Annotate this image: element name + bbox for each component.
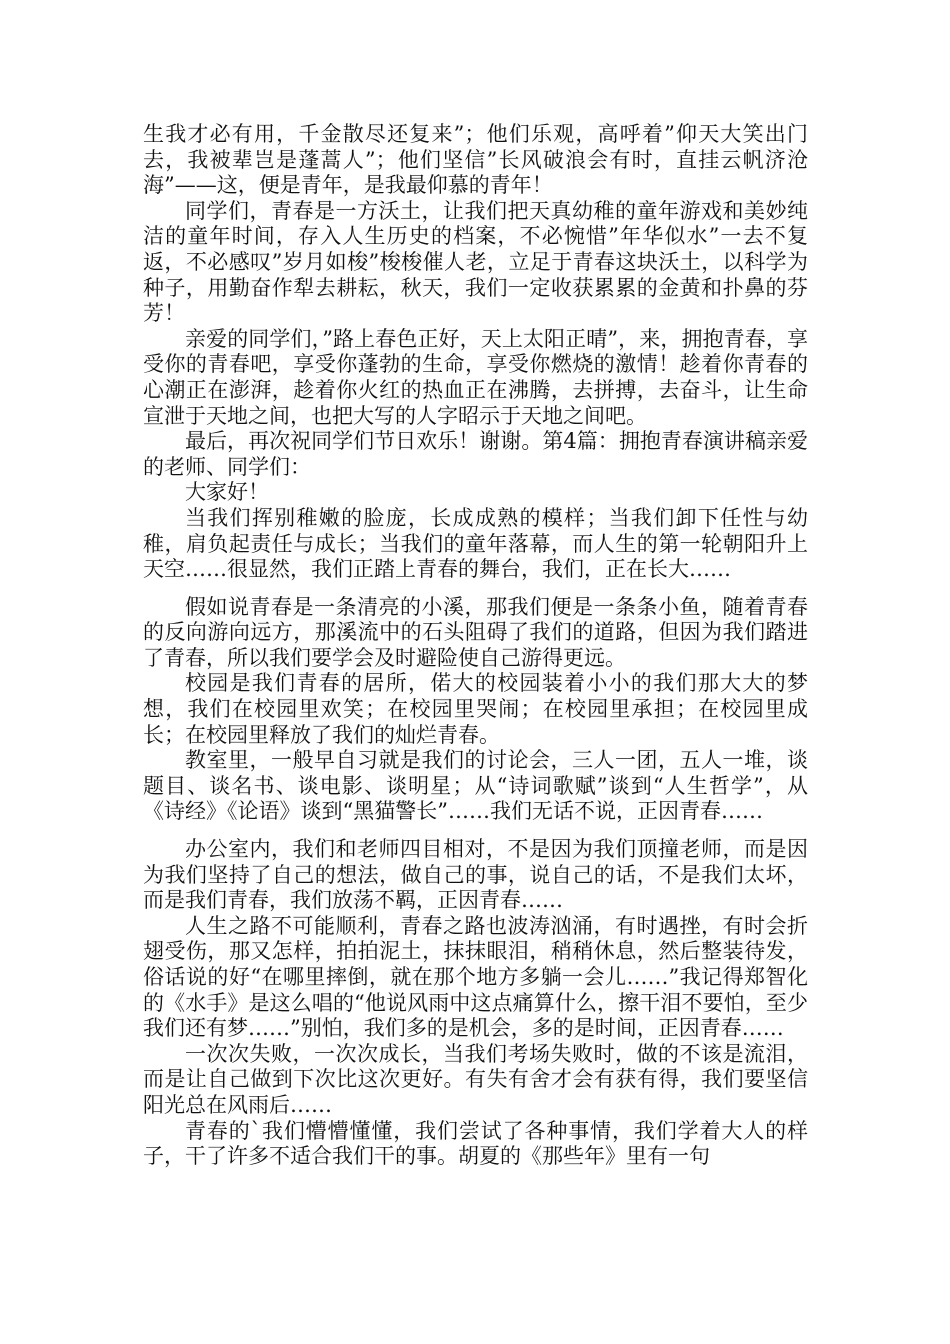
document-body [143,122,808,1170]
paragraph: 大家好！ [185,480,269,505]
paragraph: 青春的`我们懵懵懂懂，我们尝试了各种事情，我们学着大人的样子，干了许多不适合我们干的事。胡夏的《那些年》里有一句 [143,1118,808,1169]
paragraph: 一次次失败，一次次成长，当我们考场失败时，做的不该是流泪，而是让自己做到下次比这次更好。有失有舍才会有获有得，我们要坚信阳光总在风雨后…… [143,1041,808,1117]
paragraph: 校园是我们青春的居所，偌大的校园装着小小的我们那大大的梦想，我们在校园里欢笑；在校园里哭闹；在校园里承担；在校园里成长；在校园里释放了我们的灿烂青春。 [143,671,808,747]
paragraph: 假如说青春是一条清亮的小溪，那我们便是一条条小鱼，随着青春的反向游向远方，那溪流中的石头阻碍了我们的道路，但因为我们踏进了青春，所以我们要学会及时避险使自己游得更远。 [143,594,808,670]
paragraph: 亲爱的同学们，”路上春色正好，天上太阳正晴”，来，拥抱青春，享受你的青春吧，享受你蓬勃的生命，享受你燃烧的激情！趁着你青春的心潮正在澎湃，趁着你火红的热血正在沸腾，去拼搏，去奋斗，让生命宣泄于天地之间，也把大写的人字昭示于天地之间吧。 [143,326,808,428]
paragraph: 生我才必有用，千金散尽还复来”；他们乐观，高呼着”仰天大笑出门去，我被辈岂是蓬蒿人”；他们坚信”长风破浪会有时，直挂云帆济沧海”——这，便是青年，是我最仰慕的青年！ [143,122,808,198]
paragraph: 最后，再次祝同学们节日欢乐！谢谢。第4篇：拥抱青春演讲稿亲爱的老师、同学们： [143,429,808,479]
paragraph: 当我们挥别稚嫩的脸庞，长成成熟的模样；当我们卸下任性与幼稚，肩负起责任与成长；当我们的童年落幕，而人生的第一轮朝阳升上天空……很显然，我们正踏上青春的舞台，我们，正在长大…… [143,505,808,582]
paragraph: 人生之路不可能顺利，青春之路也波涛汹涌，有时遇挫，有时会折翅受伤，那又怎样，拍拍泥土，抹抹眼泪，稍稍休息，然后整装待发，俗话说的好“在哪里摔倒，就在那个地方多躺一会儿……”我记得郑智化的《水手》是这么唱的“他说风雨中这点痛算什么，擦干泪不要怕，至少我们还有梦……”别怕，我们多的是机会，多的是时间，正因青春…… [143,913,808,1041]
paragraph: 办公室内，我们和老师四目相对，不是因为我们顶撞老师，而是因为我们坚持了自己的想法，做自己的事，说自己的话，不是我们太坏，而是我们青春，我们放荡不羁，正因青春…… [143,837,808,913]
paragraph: 教室里，一般早自习就是我们的讨论会，三人一团，五人一堆，谈题目、谈名书、谈电影、谈明星；从“诗词歌赋”谈到“人生哲学”，从《诗经》《论语》谈到“黑猫警长”……我们无话不说，正因青春…… [143,748,808,824]
paragraph: 同学们，青春是一方沃土，让我们把天真幼稚的童年游戏和美妙纯洁的童年时间，存入人生历史的档案，不必惋惜”年华似水”一去不复返，不必感叹”岁月如梭”梭梭催人老，立足于青春这块沃土，以科学为种子，用勤奋作犁去耕耘，秋天，我们一定收获累累的金黄和扑鼻的芬芳！ [143,198,808,326]
